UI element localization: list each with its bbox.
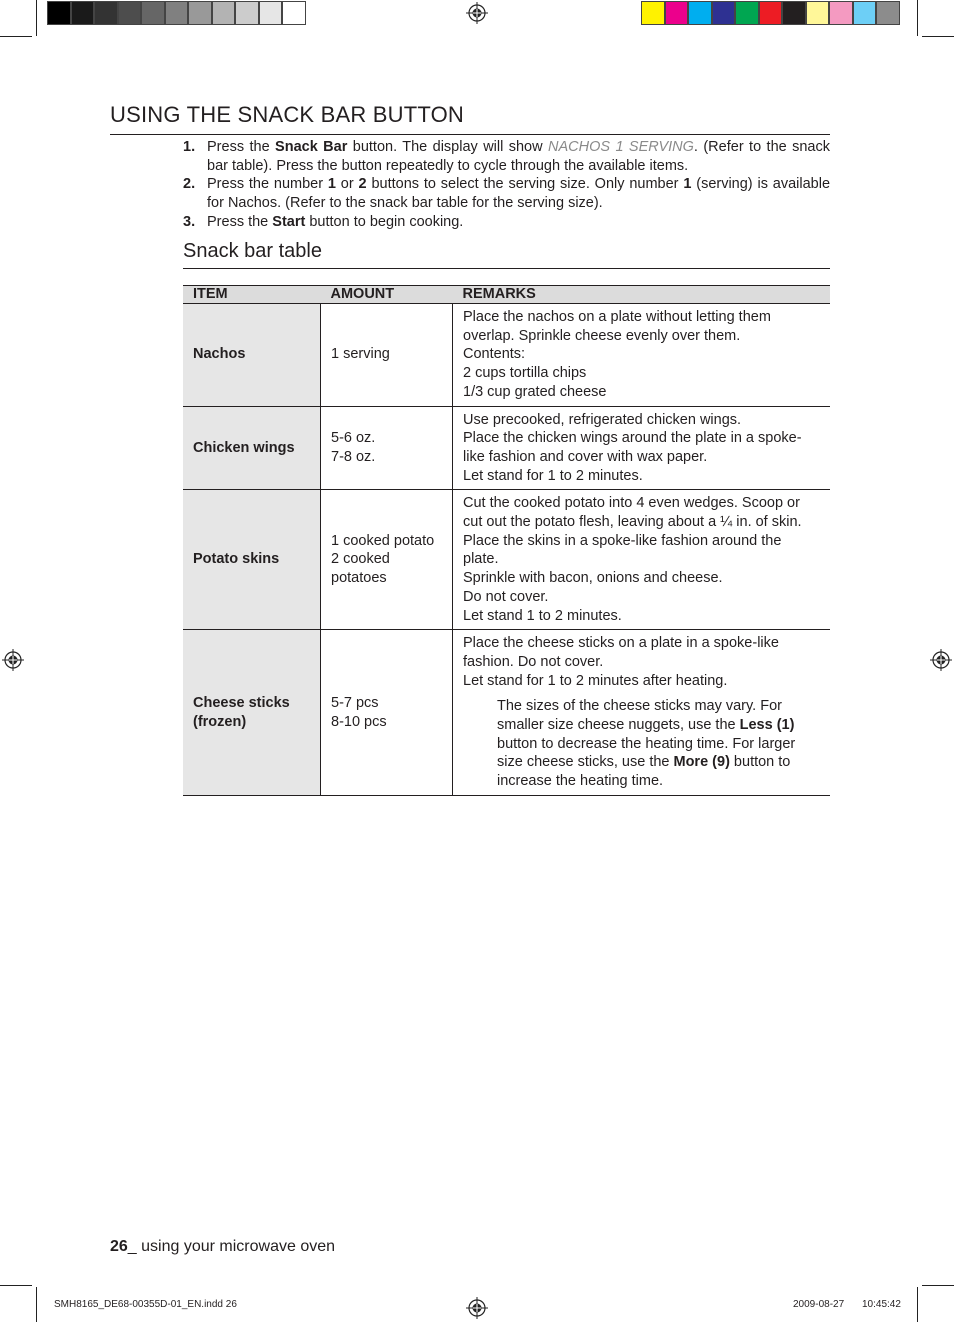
step-text: button. The display will show bbox=[347, 139, 548, 155]
crop-mark-top-right-h bbox=[922, 36, 954, 37]
amount-value: 8-10 pcs bbox=[331, 713, 387, 730]
step-text: . (Refer to the snack bar table). Press the button repeatedly to cycle through the available items. bbox=[207, 139, 830, 174]
note-part: button to decrease the heating time. For larger size cheese sticks, use the bbox=[497, 735, 796, 771]
table-row bbox=[183, 304, 830, 407]
button-name: Start bbox=[272, 213, 306, 230]
registration-mark-icon bbox=[466, 2, 488, 24]
step-number: 3. bbox=[183, 213, 196, 230]
step-text: (serving) is available for Nachos. (Refer to the snack bar table for the serving size). bbox=[207, 176, 831, 212]
step-item bbox=[183, 138, 830, 175]
remark-line: Let stand 1 to 2 minutes. bbox=[463, 607, 622, 624]
amount-value: 7-8 oz. bbox=[331, 448, 376, 465]
color-swatch bbox=[876, 1, 900, 25]
crop-mark-top-right-v bbox=[917, 0, 918, 36]
remark-line: Place the nachos on a plate without letting them overlap. Sprinkle cheese evenly over them. bbox=[463, 309, 771, 344]
registration-mark-icon bbox=[930, 649, 952, 671]
column-header-remarks: REMARKS bbox=[453, 286, 831, 304]
snack-bar-table bbox=[183, 285, 830, 796]
color-swatch bbox=[665, 1, 689, 25]
step-number: 1. bbox=[183, 139, 196, 155]
amount-cell bbox=[321, 304, 453, 407]
color-swatch bbox=[853, 1, 877, 25]
item-name: Nachos bbox=[193, 346, 246, 363]
amount-value: 2 cooked potatoes bbox=[331, 551, 390, 587]
item-name: Potato skins bbox=[193, 551, 280, 568]
color-swatch bbox=[47, 1, 71, 25]
slug-time: 10:45:42 bbox=[862, 1299, 901, 1310]
color-swatch bbox=[641, 1, 665, 25]
remark-line: Cut the cooked potato into 4 even wedges. Scoop or cut out the potato flesh, leaving about a ¼ in. of skin. Place the skins in a spoke-like fashion around the plate. bbox=[463, 495, 802, 568]
step-number: 2. bbox=[183, 176, 196, 193]
button-name: 2 bbox=[358, 176, 367, 193]
remark-line: Place the chicken wings around the plate in a spoke-like fashion and cover with wax paper. bbox=[463, 430, 802, 465]
subheading-rule bbox=[183, 268, 830, 269]
note-text bbox=[463, 697, 820, 791]
section-title: USING THE SNACK BAR BUTTON bbox=[110, 102, 464, 127]
button-name: Less (1) bbox=[739, 717, 795, 734]
step-text: or bbox=[335, 176, 359, 193]
color-swatch bbox=[782, 1, 806, 25]
title-rule bbox=[110, 134, 830, 135]
step-text: Press the bbox=[207, 139, 276, 155]
step-text: Press the bbox=[207, 213, 273, 230]
registration-mark-icon bbox=[2, 649, 24, 671]
remarks-cell bbox=[453, 630, 831, 796]
item-cell bbox=[183, 630, 321, 796]
step-item bbox=[183, 175, 830, 212]
item-name: Cheese sticks bbox=[193, 694, 290, 711]
table-row bbox=[183, 630, 830, 796]
slug-file: SMH8165_DE68-00355D-01_EN.indd 26 bbox=[54, 1299, 237, 1310]
color-swatch bbox=[165, 1, 189, 25]
remark-line: Do not cover. bbox=[463, 588, 549, 605]
crop-mark-bottom-left-v bbox=[36, 1287, 37, 1322]
color-swatch bbox=[712, 1, 736, 25]
color-swatch bbox=[259, 1, 283, 25]
item-cell bbox=[183, 406, 321, 490]
color-swatch bbox=[735, 1, 759, 25]
page-footer bbox=[110, 1238, 335, 1256]
display-text: NACHOS 1 SERVING bbox=[548, 139, 694, 155]
grayscale-color-bar bbox=[47, 1, 306, 25]
remark-line: Sprinkle with bacon, onions and cheese. bbox=[463, 570, 723, 587]
color-swatch bbox=[688, 1, 712, 25]
remark-line: Contents: bbox=[463, 346, 526, 363]
table-row bbox=[183, 406, 830, 490]
amount-value: 1 cooked potato bbox=[331, 532, 435, 549]
color-swatch bbox=[806, 1, 830, 25]
amount-value: 5-7 pcs bbox=[331, 694, 379, 711]
table-heading: Snack bar table bbox=[183, 240, 322, 262]
crop-mark-bottom-right-v bbox=[917, 1287, 918, 1322]
button-name: More (9) bbox=[673, 754, 730, 771]
process-color-bar bbox=[641, 1, 900, 25]
amount-cell bbox=[321, 630, 453, 796]
color-swatch bbox=[282, 1, 306, 25]
color-swatch bbox=[829, 1, 853, 25]
crop-mark-top-left-v bbox=[36, 0, 37, 36]
remark-line: Use precooked, refrigerated chicken wings. bbox=[463, 411, 742, 428]
color-swatch bbox=[118, 1, 142, 25]
color-swatch bbox=[141, 1, 165, 25]
color-swatch bbox=[94, 1, 118, 25]
button-name: Snack Bar bbox=[275, 139, 348, 155]
remark-line: 2 cups tortilla chips bbox=[463, 365, 587, 382]
color-swatch bbox=[71, 1, 95, 25]
remark-line: Place the cheese sticks on a plate in a spoke-like fashion. Do not cover. bbox=[463, 635, 779, 670]
registration-mark-icon bbox=[466, 1297, 488, 1319]
item-name: Chicken wings bbox=[193, 439, 295, 456]
remark-line: 1/3 cup grated cheese bbox=[463, 383, 607, 400]
amount-cell bbox=[321, 490, 453, 630]
color-swatch bbox=[235, 1, 259, 25]
color-swatch bbox=[212, 1, 236, 25]
button-name: 1 bbox=[683, 176, 692, 193]
instruction-steps bbox=[183, 138, 830, 232]
remark-line: Let stand for 1 to 2 minutes after heating. bbox=[463, 672, 728, 689]
slug-date: 2009-08-27 bbox=[793, 1299, 845, 1310]
remarks-cell bbox=[453, 304, 831, 407]
table-row bbox=[183, 490, 830, 630]
step-text: button to begin cooking. bbox=[305, 213, 464, 230]
page-number: 26 bbox=[110, 1238, 128, 1255]
column-header-item: ITEM bbox=[183, 286, 321, 304]
column-header-amount: AMOUNT bbox=[321, 286, 453, 304]
crop-mark-top-left-h bbox=[0, 36, 32, 37]
note-part: The sizes of the cheese sticks may vary. For smaller size cheese nuggets, use the bbox=[497, 698, 782, 734]
item-name: (frozen) bbox=[193, 713, 247, 730]
table-header-row bbox=[183, 286, 830, 304]
button-name: 1 bbox=[327, 176, 336, 193]
color-swatch bbox=[188, 1, 212, 25]
item-cell bbox=[183, 490, 321, 630]
step-item bbox=[183, 213, 830, 232]
crop-mark-bottom-left-h bbox=[0, 1285, 32, 1286]
remarks-cell bbox=[453, 490, 831, 630]
step-text: Press the number bbox=[207, 176, 328, 193]
step-text: buttons to select the serving size. Only number bbox=[366, 176, 684, 193]
note-part: button to increase the heating time. bbox=[497, 754, 791, 790]
remarks-cell bbox=[453, 406, 831, 490]
page-label: _ using your microwave oven bbox=[127, 1238, 336, 1255]
amount-value: 5-6 oz. bbox=[331, 430, 376, 447]
color-swatch bbox=[759, 1, 783, 25]
amount-value: 1 serving bbox=[331, 346, 390, 363]
item-cell bbox=[183, 304, 321, 407]
crop-mark-bottom-right-h bbox=[922, 1285, 954, 1286]
remark-line: Let stand for 1 to 2 minutes. bbox=[463, 467, 643, 484]
amount-cell bbox=[321, 406, 453, 490]
